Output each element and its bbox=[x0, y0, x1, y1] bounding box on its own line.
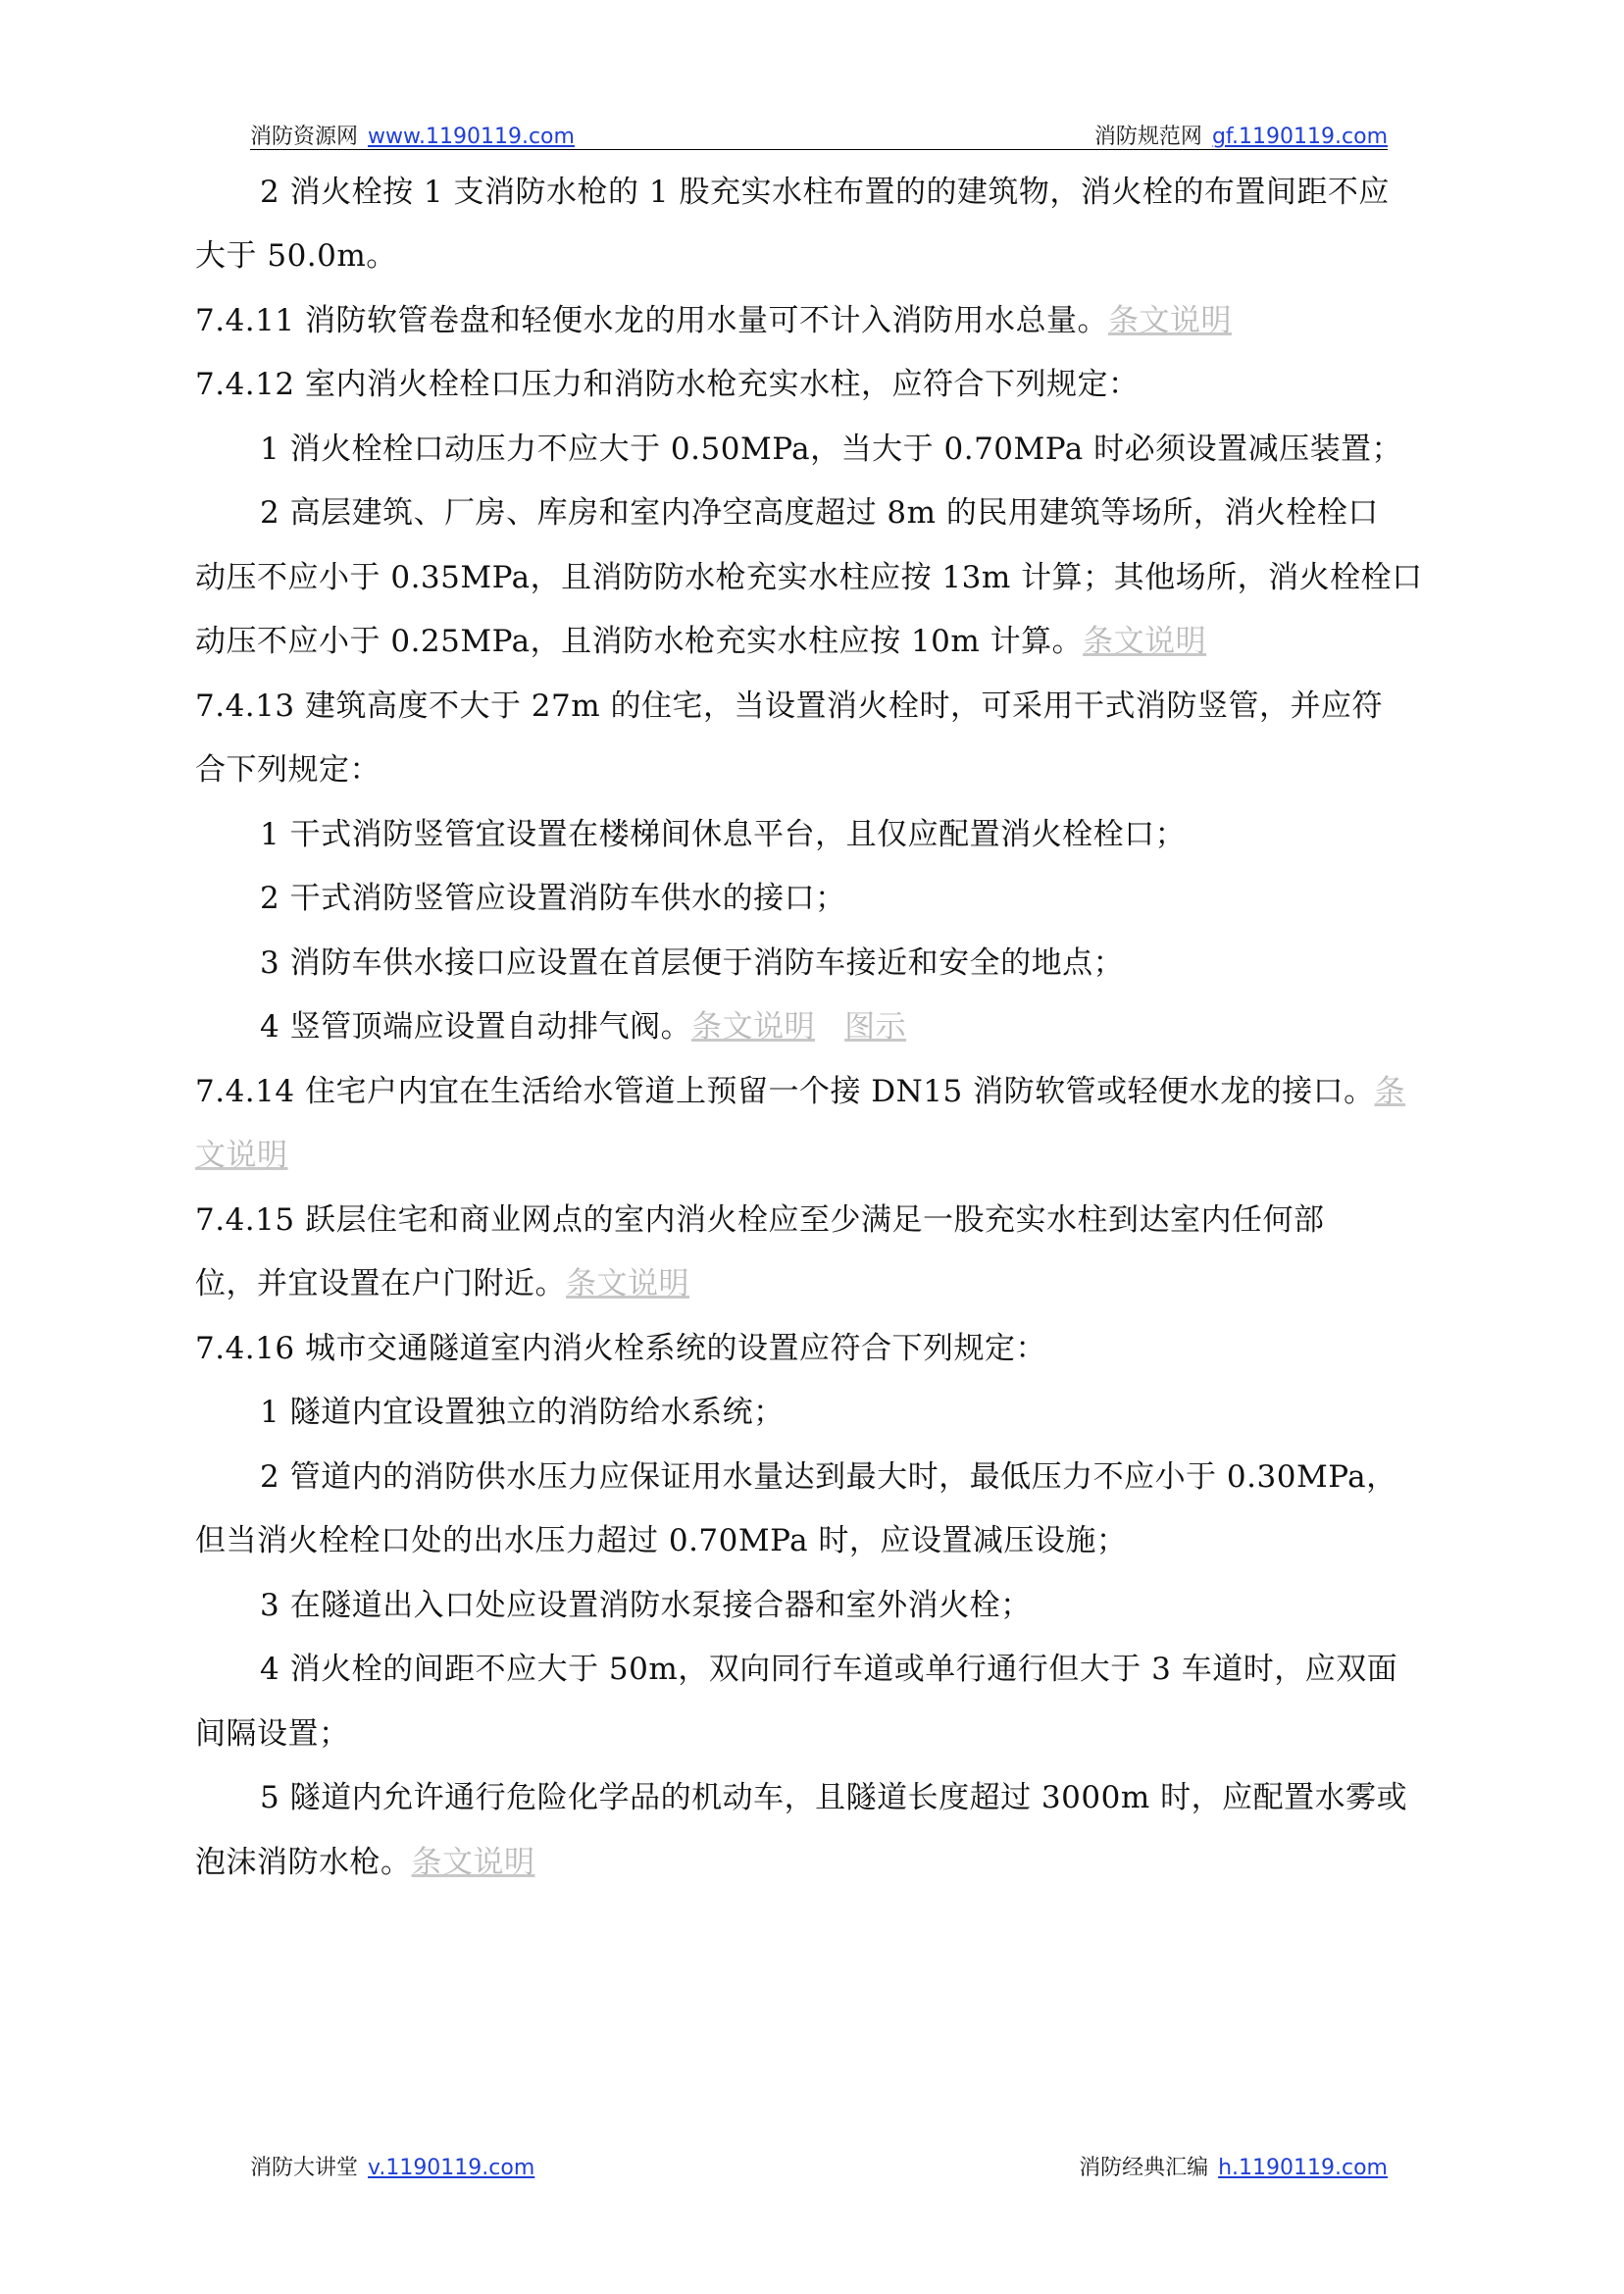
page-header bbox=[250, 120, 1388, 150]
text-line: 3 在隧道出入口处应设置消防水泵接合器和室外消火栓； bbox=[260, 1588, 1032, 1623]
clause-7-4-15: 7.4.15 跃层住宅和商业网点的室内消火栓应至少满足一股充实水柱到达室内任何部 bbox=[195, 1202, 1325, 1238]
clause-note-link[interactable]: 条文说明 bbox=[691, 1009, 816, 1045]
text-line bbox=[195, 295, 1232, 339]
clause-note-link[interactable]: 条文说明 bbox=[411, 1845, 535, 1880]
footer-left bbox=[250, 2151, 534, 2181]
clause-7-4-14: 7.4.14 住宅户内宜在生活给水管道上预留一个接 DN15 消防软管或轻便水龙的接口。 bbox=[195, 1074, 1375, 1109]
footer-left-label: 消防大讲堂 bbox=[250, 2156, 359, 2180]
clause-7-4-12: 7.4.12 室内消火栓栓口压力和消防水枪充实水柱，应符合下列规定： bbox=[195, 367, 1140, 402]
text-line: 2 高层建筑、厂房、库房和室内净空高度超过 8m 的民用建筑等场所，消火栓栓口 bbox=[260, 495, 1379, 531]
clause-7-4-16: 7.4.16 城市交通隧道室内消火栓系统的设置应符合下列规定： bbox=[195, 1331, 1046, 1366]
header-right-link[interactable]: gf.1190119.com bbox=[1211, 125, 1388, 149]
text-line bbox=[195, 616, 1206, 660]
footer-right bbox=[1079, 2151, 1388, 2181]
footer-right-link[interactable]: h.1190119.com bbox=[1218, 2156, 1388, 2180]
text-line: 2 干式消防竖管应设置消防车供水的接口； bbox=[260, 881, 846, 916]
text-line bbox=[195, 1837, 535, 1881]
text-line: 大于 50.0m。 bbox=[195, 238, 397, 274]
clause-note-link[interactable]: 条文说明 bbox=[1083, 624, 1207, 659]
text-line: 2 管道内的消防供水压力应保证用水量达到最大时，最低压力不应小于 0.30MPa， bbox=[260, 1459, 1397, 1495]
text-line: 但当消火栓栓口处的出水压力超过 0.70MPa 时，应设置减压设施； bbox=[195, 1523, 1128, 1558]
text-line: 1 干式消防竖管宜设置在楼梯间休息平台，且仅应配置消火栓栓口； bbox=[260, 817, 1187, 852]
clause-7-4-13: 7.4.13 建筑高度不大于 27m 的住宅，当设置消火栓时，可采用干式消防竖管，并应符 bbox=[195, 688, 1384, 724]
text-line bbox=[195, 1258, 689, 1302]
clause-note-link-end[interactable]: 文说明 bbox=[195, 1138, 288, 1173]
text-line: 间隔设置； bbox=[195, 1716, 350, 1752]
figure-link[interactable]: 图示 bbox=[844, 1009, 907, 1045]
page-footer bbox=[250, 2151, 1388, 2180]
clause-7-4-11: 7.4.11 消防软管卷盘和轻便水龙的用水量可不计入消防用水总量。 bbox=[195, 303, 1108, 338]
text-line: 3 消防车供水接口应设置在首层便于消防车接近和安全的地点； bbox=[260, 945, 1125, 981]
text-line: 5 隧道内允许通行危险化学品的机动车，且隧道长度超过 3000m 时，应配置水雾或 bbox=[260, 1780, 1408, 1815]
text-line bbox=[260, 1001, 906, 1045]
text-span: 动压不应小于 0.25MPa，且消防水枪充实水柱应按 10m 计算。 bbox=[195, 624, 1084, 659]
header-right bbox=[1094, 120, 1388, 150]
text-line: 1 隧道内宜设置独立的消防给水系统； bbox=[260, 1395, 785, 1430]
header-left-link[interactable]: www.1190119.com bbox=[368, 125, 575, 149]
text-line: 2 消火栓按 1 支消防水枪的 1 股充实水柱布置的的建筑物，消火栓的布置间距不应 bbox=[260, 175, 1390, 210]
text-line bbox=[195, 1066, 1405, 1110]
text-line bbox=[195, 1130, 288, 1174]
text-span: 泡沫消防水枪。 bbox=[195, 1845, 412, 1880]
clause-note-link[interactable]: 条文说明 bbox=[1107, 303, 1232, 338]
footer-right-label: 消防经典汇编 bbox=[1079, 2156, 1209, 2180]
text-line: 动压不应小于 0.35MPa，且消防防水枪充实水柱应按 13m 计算；其他场所，消火栓栓口 bbox=[195, 560, 1423, 595]
text-span: 4 竖管顶端应设置自动排气阀。 bbox=[260, 1009, 692, 1045]
header-left-label: 消防资源网 bbox=[250, 125, 359, 149]
header-right-label: 消防规范网 bbox=[1093, 125, 1202, 149]
text-line: 合下列规定： bbox=[195, 752, 381, 788]
text-line: 4 消火栓的间距不应大于 50m，双向同行车道或单行通行但大于 3 车道时，应双面 bbox=[260, 1652, 1398, 1687]
text-line: 1 消火栓栓口动压力不应大于 0.50MPa，当大于 0.70MPa 时必须设置减压装置； bbox=[260, 432, 1403, 467]
clause-note-link-start[interactable]: 条 bbox=[1374, 1074, 1406, 1109]
footer-left-link[interactable]: v.1190119.com bbox=[368, 2156, 535, 2180]
text-span: 位，并宜设置在户门附近。 bbox=[195, 1266, 566, 1301]
header-left bbox=[250, 120, 575, 150]
clause-note-link[interactable]: 条文说明 bbox=[566, 1266, 689, 1301]
